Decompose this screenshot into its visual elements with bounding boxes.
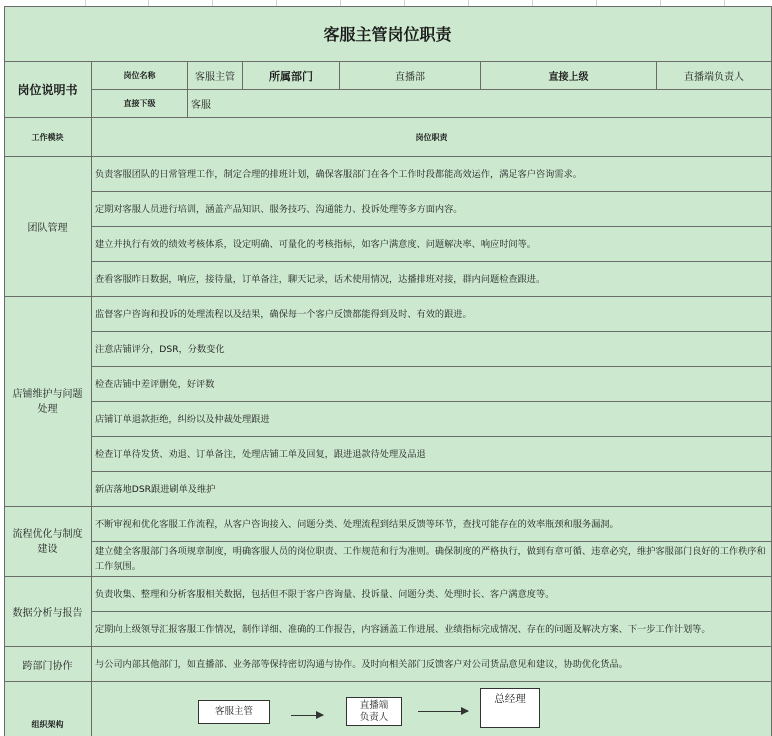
- department-value: 直播部: [340, 62, 481, 90]
- org-chart-label: 组织架构: [4, 682, 92, 736]
- duty-row: 查看客服昨日数据，响应，接待量，订单备注，聊天记录，话术使用情况，达播排班对接，群内问题检查跟进。: [92, 262, 772, 297]
- org-node-text: 直播端: [359, 699, 389, 711]
- module-column-header: 工作模块: [4, 118, 92, 157]
- module-process-optimization: 流程优化与制度建设: [4, 507, 92, 577]
- superior-value: 直播端负责人: [657, 62, 772, 90]
- org-node-general-manager: [480, 688, 540, 728]
- duty-row: 建立健全客服部门各项规章制度，明确客服人员的岗位职责、工作规范和行为准则。确保制度的严格执行，做到有章可循、违章必究，维护客服部门良好的工作秩序和工作氛围。: [92, 542, 772, 577]
- superior-label: 直接上级: [481, 62, 657, 90]
- org-node-cs-supervisor: [198, 700, 270, 724]
- org-node-text: 负责人: [359, 711, 389, 723]
- duty-row: 新店落地DSR跟进刷单及维护: [92, 472, 772, 507]
- table-border: [4, 6, 5, 736]
- department-label: 所属部门: [243, 62, 340, 90]
- duty-row: 检查店铺中差评删免，好评数: [92, 367, 772, 402]
- module-data-analysis: 数据分析与报告: [4, 577, 92, 647]
- duty-row: 负责客服团队的日常管理工作，制定合理的排班计划，确保客服部门在各个工作时段都能高效运作，满足客户咨询需求。: [92, 157, 772, 192]
- position-name-label: 岗位名称: [92, 62, 188, 90]
- duty-row: 店铺订单退款拒绝，纠纷以及仲裁处理跟进: [92, 402, 772, 437]
- org-node-live-lead: [346, 697, 402, 726]
- duty-row: 定期对客服人员进行培训，涵盖产品知识、服务技巧、沟通能力、投诉处理等多方面内容。: [92, 192, 772, 227]
- subordinate-value: 客服: [188, 90, 772, 118]
- duty-row: 负责收集、整理和分析客服相关数据，包括但不限于客户咨询量、投诉量、问题分类、处理时长、客户满意度等。: [92, 577, 772, 612]
- duty-row: 定期向上级领导汇报客服工作情况，制作详细、准确的工作报告，内容涵盖工作进展、业绩指标完成情况、存在的问题及解决方案、下一步工作计划等。: [92, 612, 772, 647]
- duty-row: 与公司内部其他部门，如直播部、业务部等保持密切沟通与协作。及时向相关部门反馈客户对公司货品意见和建议，协助优化货品。: [92, 647, 772, 682]
- section-label: 岗位说明书: [4, 62, 92, 118]
- arrow-right-icon: [291, 715, 323, 716]
- org-node-text: 总经理: [494, 693, 526, 705]
- org-chart-area: [92, 682, 772, 736]
- duty-row: 监督客户咨询和投诉的处理流程以及结果，确保每一个客户反馈都能得到及时、有效的跟进。: [92, 297, 772, 332]
- subordinate-label: 直接下级: [92, 90, 188, 118]
- table-border: [4, 6, 772, 7]
- duty-row: 不断审视和优化客服工作流程，从客户咨询接入、问题分类、处理流程到结果反馈等环节，查找可能存在的效率瓶颈和服务漏洞。: [92, 507, 772, 542]
- org-node-text: 客服主管: [214, 706, 253, 717]
- duty-row: 检查订单待发货、劝退、订单备注，处理店铺工单及回复，跟进退款待处理及品退: [92, 437, 772, 472]
- position-name-value: 客服主管: [188, 62, 243, 90]
- module-cross-department: 跨部门协作: [4, 647, 92, 682]
- duties-column-header: 岗位职责: [92, 118, 772, 157]
- page-title: 客服主管岗位职责: [4, 6, 772, 62]
- arrow-right-icon: [418, 711, 468, 712]
- module-team-management: 团队管理: [4, 157, 92, 297]
- duty-row: 建立并执行有效的绩效考核体系，设定明确、可量化的考核指标，如客户满意度、问题解决率、响应时间等。: [92, 227, 772, 262]
- duty-row: 注意店铺评分，DSR，分数变化: [92, 332, 772, 367]
- module-store-maintenance: 店铺维护与问题处理: [4, 297, 92, 507]
